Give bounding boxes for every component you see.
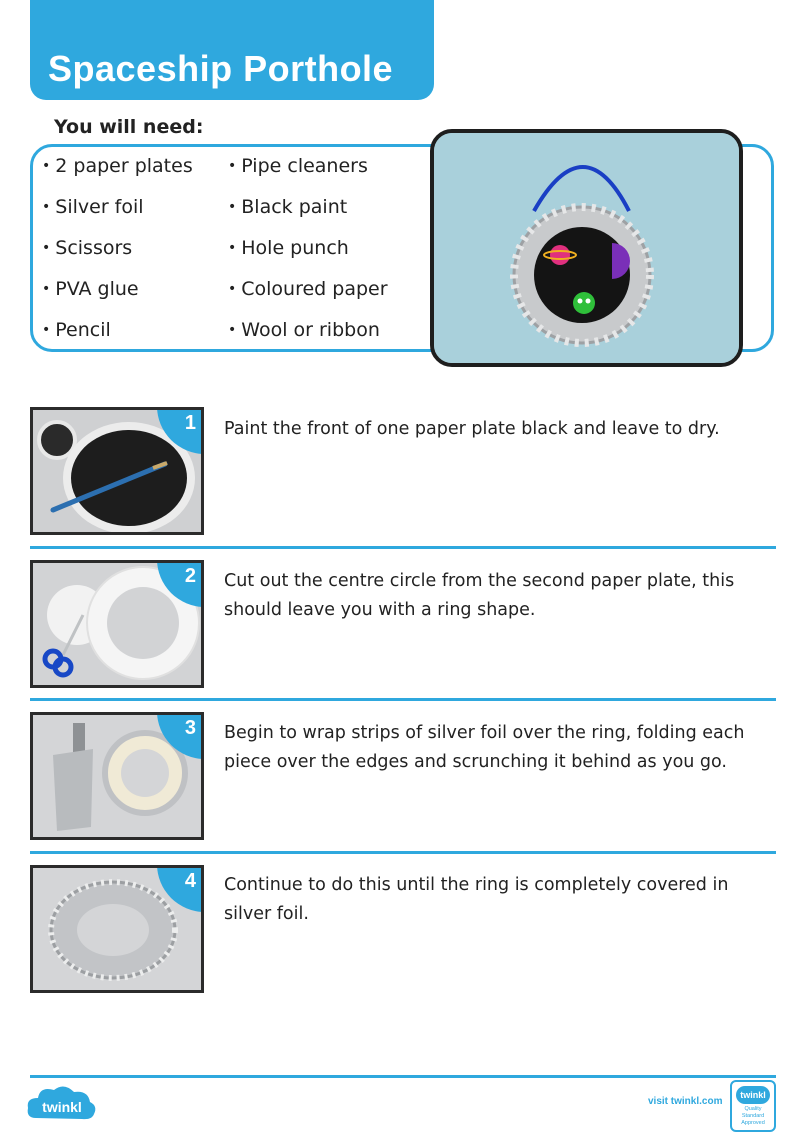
step-1-text: Paint the front of one paper plate black and leave to dry. — [224, 419, 720, 439]
material-item: • PVA glue — [42, 278, 139, 300]
material-item: • Hole punch — [228, 237, 349, 259]
twinkl-logo[interactable] — [26, 1082, 98, 1124]
step-divider — [30, 851, 776, 854]
step-3-number-badge: 3 — [157, 712, 204, 759]
visit-link[interactable]: visit twinkl.com — [648, 1096, 723, 1107]
materials-column-a — [42, 150, 193, 355]
step-3-photo — [30, 712, 204, 840]
svg-text:twinkl: twinkl — [42, 1099, 82, 1115]
material-item: • Scissors — [42, 237, 133, 259]
finished-porthole-photo — [430, 129, 743, 367]
step-1-number-badge: 1 — [157, 407, 204, 454]
material-item: • Coloured paper — [228, 278, 388, 300]
material-item: • Silver foil — [42, 196, 144, 218]
step-2-number-badge: 2 — [157, 560, 204, 607]
step-divider — [30, 698, 776, 701]
material-item: • 2 paper plates — [42, 155, 193, 177]
step-1-photo — [30, 407, 204, 535]
material-item: • Wool or ribbon — [228, 319, 380, 341]
page-title: Spaceship Porthole — [48, 48, 394, 89]
step-4-text: Continue to do this until the ring is completely covered in silver foil. — [224, 875, 729, 924]
step-2-photo — [30, 560, 204, 688]
materials-column-b — [228, 150, 388, 355]
step-3-text: Begin to wrap strips of silver foil over the ring, folding each piece over the edges and scrunching it behind as you go. — [224, 723, 745, 772]
step-4-number-badge: 4 — [157, 865, 204, 912]
step-4-photo — [30, 865, 204, 993]
title-banner — [30, 0, 434, 100]
material-item: • Pipe cleaners — [228, 155, 368, 177]
step-2-text: Cut out the centre circle from the second paper plate, this should leave you with a ring shape. — [224, 571, 735, 620]
step-divider — [30, 546, 776, 549]
materials-heading: You will need: — [54, 116, 204, 138]
material-item: • Black paint — [228, 196, 348, 218]
quality-standard-badge: twinkl Quality Standard Approved — [730, 1080, 776, 1132]
footer-divider — [30, 1075, 776, 1078]
material-item: • Pencil — [42, 319, 111, 341]
